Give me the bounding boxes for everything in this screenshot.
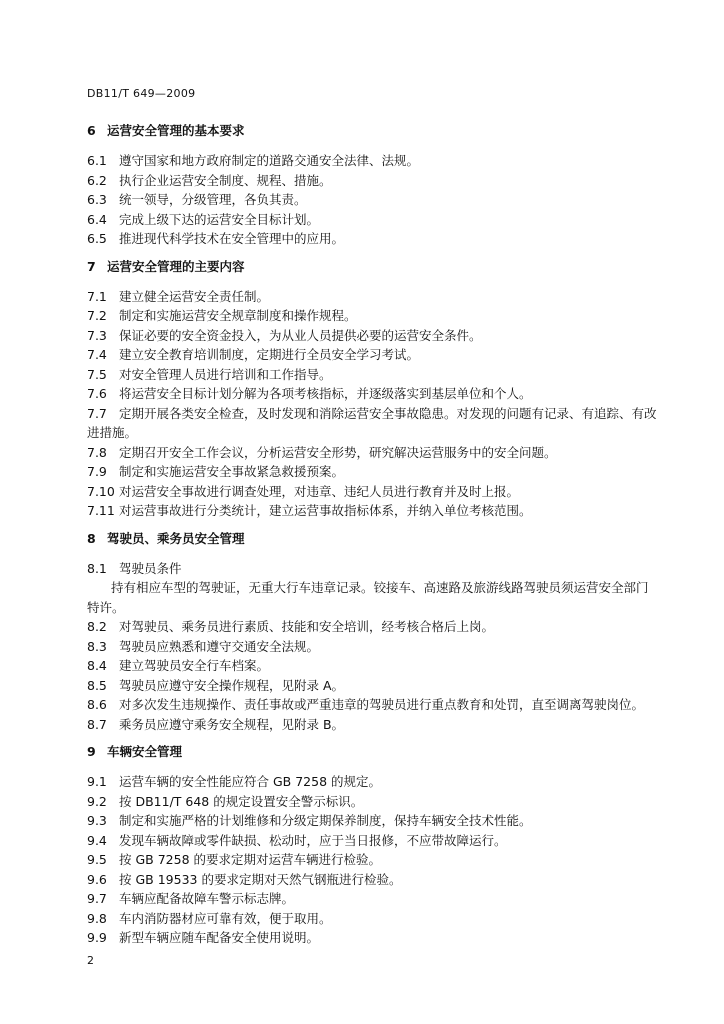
clause-number: 7.3 xyxy=(87,327,107,343)
clause-item xyxy=(87,501,659,521)
clause-number: 8.5 xyxy=(87,677,107,693)
section-title-text: 驾驶员、乘务员安全管理 xyxy=(107,530,245,546)
clause-text: 将运营安全目标计划分解为各项考核指标，并逐级落实到基层单位和个人。 xyxy=(119,386,532,401)
clause-text: 驾驶员应熟悉和遵守交通安全法规。 xyxy=(119,638,320,654)
clause-number: 9.2 xyxy=(87,793,107,809)
clause-text: 建立驾驶员安全行车档案。 xyxy=(119,658,270,673)
clause-number: 9.9 xyxy=(87,930,107,945)
clause-item xyxy=(87,715,659,735)
clause-item xyxy=(87,928,659,948)
clause-number: 8.1 xyxy=(87,560,107,576)
clause-number: 7.8 xyxy=(87,444,107,460)
section-title xyxy=(87,743,659,761)
section-number: 6 xyxy=(87,123,96,138)
clause-number: 8.6 xyxy=(87,697,107,712)
clause-text: 驾驶员条件 xyxy=(119,560,182,576)
section-7 xyxy=(87,258,659,521)
clause-text: 制定和实施运营安全事故紧急救援预案。 xyxy=(119,464,345,479)
clause-number: 8.4 xyxy=(87,658,107,673)
clause-number: 9.7 xyxy=(87,891,107,906)
clause-item xyxy=(87,151,659,171)
clause-item xyxy=(87,831,659,851)
clause-text: 完成上级下达的运营安全目标计划。 xyxy=(119,211,320,227)
clause-number: 6.2 xyxy=(87,172,107,188)
section-9 xyxy=(87,743,659,948)
clause-text: 建立健全运营安全责任制。 xyxy=(119,288,270,304)
clause-number: 7.7 xyxy=(87,405,107,421)
clause-number: 7.2 xyxy=(87,308,107,323)
clause-number: 6.3 xyxy=(87,192,107,207)
clause-text: 推进现代科学技术在安全管理中的应用。 xyxy=(119,231,345,246)
clause-item xyxy=(87,617,659,637)
clause-text: 车内消防器材应可靠有效，便于取用。 xyxy=(119,910,332,926)
clause-text: 发现车辆故障或零件缺损、松动时，应于当日报修，不应带故障运行。 xyxy=(119,832,507,848)
clause-text: 对运营事故进行分类统计，建立运营事故指标体系，并纳入单位考核范围。 xyxy=(119,503,532,518)
document-body xyxy=(87,122,659,957)
clause-item xyxy=(87,909,659,929)
clause-text: 建立安全教育培训制度，定期进行全员安全学习考试。 xyxy=(119,347,420,362)
clause-item xyxy=(87,404,659,443)
clause-item xyxy=(87,637,659,657)
clause-text: 遵守国家和地方政府制定的道路交通安全法律、法规。 xyxy=(119,153,420,168)
section-title-text: 运营安全管理的基本要求 xyxy=(107,123,245,138)
clause-text: 对驾驶员、乘务员进行素质、技能和安全培训，经考核合格后上岗。 xyxy=(119,619,495,634)
section-number: 8 xyxy=(87,530,96,546)
clause-number: 7.11 xyxy=(87,503,115,518)
clause-number: 9.6 xyxy=(87,871,107,887)
section-title xyxy=(87,530,659,548)
clause-item xyxy=(87,559,659,579)
section-6 xyxy=(87,122,659,249)
clause-number: 7.4 xyxy=(87,347,107,362)
section-title xyxy=(87,258,659,276)
clause-text: 定期召开安全工作会议，分析运营安全形势，研究解决运营服务中的安全问题。 xyxy=(119,444,557,460)
clause-text: 车辆应配备故障车警示标志牌。 xyxy=(119,891,295,906)
clause-number: 9.3 xyxy=(87,813,107,828)
clause-text: 乘务员应遵守乘务安全规程，见附录 B。 xyxy=(119,716,345,732)
clause-item xyxy=(87,695,659,715)
clause-number: 8.3 xyxy=(87,638,107,654)
clause-number: 6.4 xyxy=(87,211,107,227)
clause-text: 统一领导，分级管理，各负其责。 xyxy=(119,192,307,207)
section-title-text: 运营安全管理的主要内容 xyxy=(107,258,245,274)
clause-item xyxy=(87,870,659,890)
clause-text: 制定和实施运营安全规章制度和操作规程。 xyxy=(119,308,357,323)
page-number: 2 xyxy=(87,954,94,967)
section-title xyxy=(87,122,659,140)
clause-text: 运营车辆的安全性能应符合 GB 7258 的规定。 xyxy=(119,774,381,789)
section-number: 9 xyxy=(87,744,96,759)
clause-text: 执行企业运营安全制度、规程、措施。 xyxy=(119,172,332,188)
section-number: 7 xyxy=(87,258,96,274)
clause-text: 制定和实施严格的计划维修和分级定期保养制度，保持车辆安全技术性能。 xyxy=(119,813,532,828)
clause-text: 新型车辆应随车配备安全使用说明。 xyxy=(119,930,320,945)
clause-text: 对多次发生违规操作、责任事故或严重违章的驾驶员进行重点教育和处罚，直至调离驾驶岗位。 xyxy=(119,697,645,712)
clause-number: 9.1 xyxy=(87,774,107,789)
clause-item xyxy=(87,229,659,249)
clause-number: 7.6 xyxy=(87,386,107,401)
clause-number: 7.9 xyxy=(87,464,107,479)
clause-item xyxy=(87,171,659,191)
clause-item xyxy=(87,850,659,870)
clause-item xyxy=(87,384,659,404)
clause-number: 7.5 xyxy=(87,366,107,382)
clause-item xyxy=(87,889,659,909)
clause-item xyxy=(87,656,659,676)
clause-text: 驾驶员应遵守安全操作规程，见附录 A。 xyxy=(119,677,345,693)
clause-item xyxy=(87,326,659,346)
clause-text: 对安全管理人员进行培训和工作指导。 xyxy=(119,366,332,382)
clause-number: 9.4 xyxy=(87,832,107,848)
clause-number: 6.1 xyxy=(87,153,107,168)
clause-item xyxy=(87,345,659,365)
clause-number: 8.2 xyxy=(87,619,107,634)
clause-text: 定期开展各类安全检查，及时发现和消除运营安全事故隐患。对发现的问题有记录、有追踪、有改进措施。 xyxy=(87,405,657,440)
clause-number: 7.10 xyxy=(87,483,115,499)
clause-number: 6.5 xyxy=(87,231,107,246)
clause-item xyxy=(87,287,659,307)
clause-item xyxy=(87,792,659,812)
clause-item xyxy=(87,811,659,831)
clause-item xyxy=(87,482,659,502)
document-id: DB11/T 649—2009 xyxy=(87,87,196,100)
clause-item xyxy=(87,443,659,463)
clause-item xyxy=(87,462,659,482)
section-8 xyxy=(87,530,659,735)
clause-item xyxy=(87,676,659,696)
clause-text: 按 GB 7258 的要求定期对运营车辆进行检验。 xyxy=(119,852,381,867)
clause-text: 按 GB 19533 的要求定期对天然气钢瓶进行检验。 xyxy=(119,871,402,887)
clause-number: 9.8 xyxy=(87,910,107,926)
clause-item xyxy=(87,190,659,210)
clause-paragraph: 持有相应车型的驾驶证，无重大行车违章记录。铰接车、高速路及旅游线路驾驶员须运营安全部门特许。 xyxy=(87,580,649,615)
clause-text: 按 DB11/T 648 的规定设置安全警示标识。 xyxy=(119,793,364,809)
clause-number: 8.7 xyxy=(87,716,107,732)
clause-item xyxy=(87,365,659,385)
clause-text: 保证必要的安全资金投入，为从业人员提供必要的运营安全条件。 xyxy=(119,327,482,343)
clause-item xyxy=(87,772,659,792)
clause-item xyxy=(87,210,659,230)
clause-number: 7.1 xyxy=(87,288,107,304)
clause-number: 9.5 xyxy=(87,852,107,867)
section-title-text: 车辆安全管理 xyxy=(107,744,183,759)
clause-text: 对运营安全事故进行调查处理，对违章、违纪人员进行教育并及时上报。 xyxy=(119,483,520,499)
clause-item xyxy=(87,306,659,326)
